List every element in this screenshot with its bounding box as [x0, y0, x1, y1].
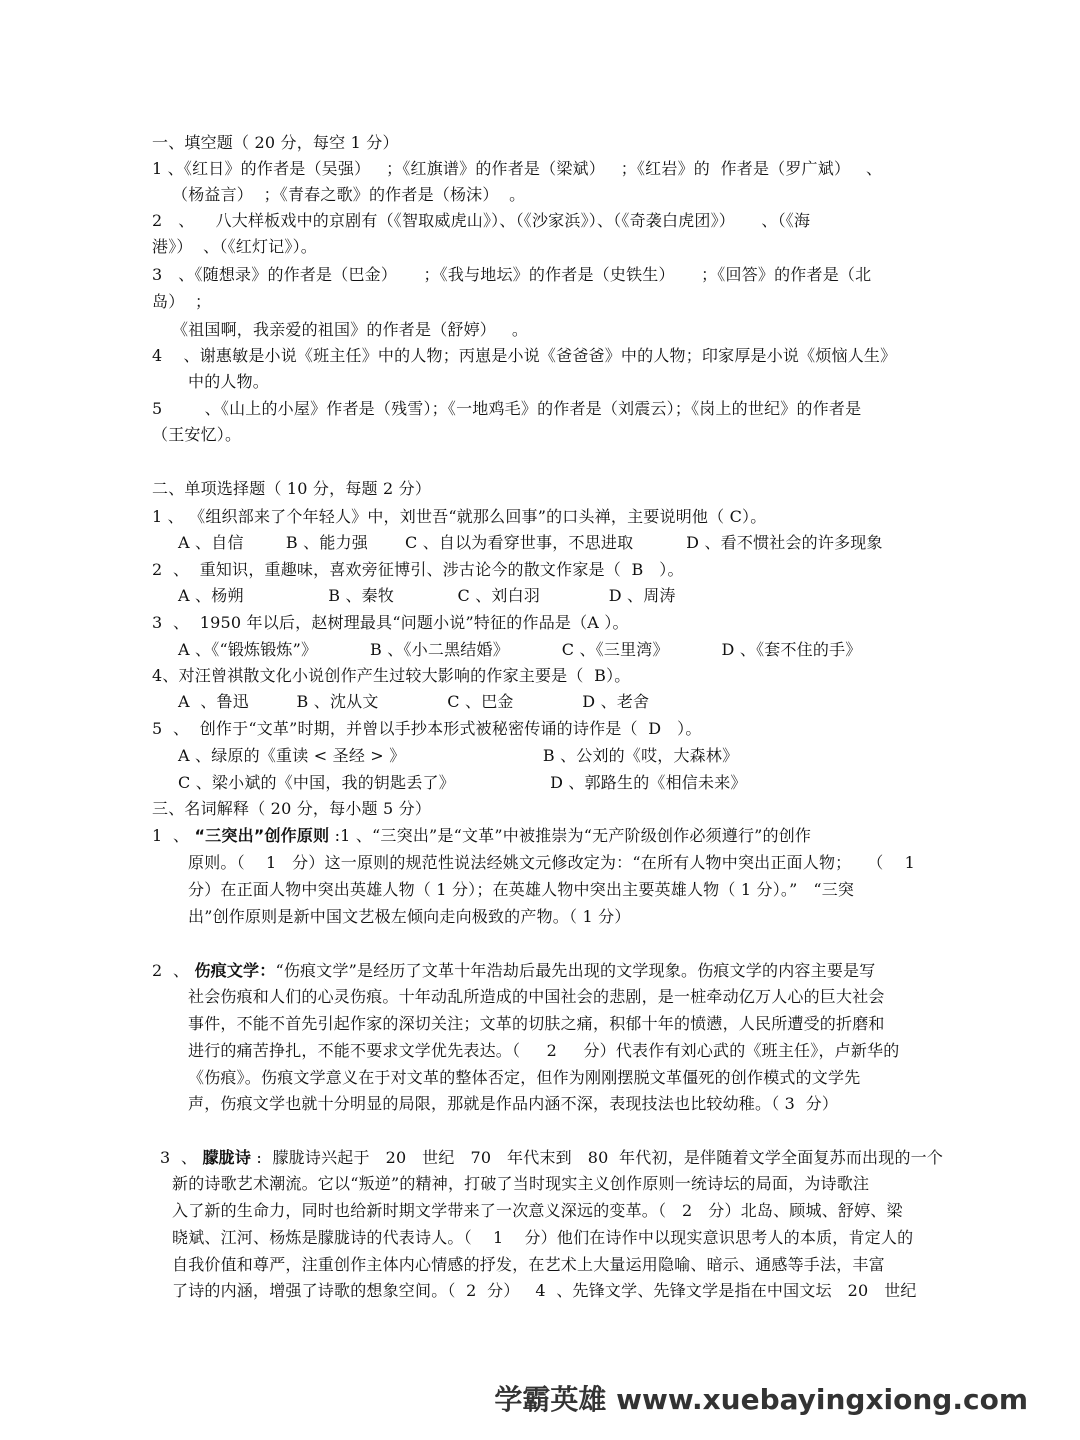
term-2-text-e: 《伤痕》。伤痕文学意义在于对文革的整体否定，但作为刚刚摆脱文革僵死的创作模式的文学先 — [188, 1068, 861, 1087]
s1-line-5: 3 、《随想录》的作者是（巴金） ；《我与地坛》的作者是（史铁生） ；《回答》的作者是（北 — [152, 265, 872, 284]
site-watermark: 学霸英雄 www.xuebayingxiong.com — [494, 1383, 1028, 1416]
term-3-text-b: 新的诗歌艺术潮流。它以“叛逆”的精神，打破了当时现实主义创作原则一统诗坛的局面，为诗歌注 — [172, 1174, 870, 1193]
s1-line-6: 岛） ； — [152, 292, 212, 311]
s2-question-2: 2 、 重知识，重趣味，喜欢旁征博引、涉古论今的散文作家是（ B ）。 — [152, 560, 684, 579]
s2-question-3: 3 、 1950 年以后，赵树理最具“问题小说”特征的作品是（A ）。 — [152, 613, 629, 632]
s1-line-9: 中的人物。 — [188, 372, 270, 391]
section-2-title: 二、单项选择题（ 10 分，每题 2 分） — [152, 479, 432, 498]
term-2-heading — [152, 961, 875, 981]
term-2-text-d: 进行的痛苦挣扎，不能不要求文学优先表达。（ 2 分）代表作有刘心武的《班主任》，卢新华的 — [188, 1041, 900, 1060]
term-1-heading — [152, 826, 811, 846]
term-3-heading — [160, 1148, 943, 1168]
term-3-text-a: : 朦胧诗兴起于 20 世纪 70 年代末到 80 年代初，是伴随着文学全面复苏而出现的一个 — [251, 1148, 944, 1167]
s1-line-2: （杨益言） ；《青春之歌》的作者是（杨沫） 。 — [172, 185, 526, 204]
term-3-text-c: 入了新的生命力，同时也给新时期文学带来了一次意义深远的变革。（ 2 分）北岛、顾城、舒婷、梁 — [172, 1201, 903, 1220]
s1-line-11: （王安忆）。 — [152, 425, 242, 444]
s2-question-5: 5 、 创作于“文革”时期，并曾以手抄本形式被秘密传诵的诗作是（ D ）。 — [152, 719, 702, 738]
term-1-text-b: 原则。（ 1 分）这一原则的规范性说法经姚文元修改定为：“在所有人物中突出正面人物； （ 1 — [188, 853, 915, 872]
s2-options-4: A 、鲁迅 B 、沈从文 C 、巴金 D 、老舍 — [178, 692, 650, 711]
s1-line-10: 5 、《山上的小屋》作者是（残雪）；《一地鸡毛》的作者是（刘震云）；《岗上的世纪》的作者是 — [152, 399, 862, 418]
s2-options-5b: C 、梁小斌的《中国，我的钥匙丢了》 D 、郭路生的《相信未来》 — [178, 773, 747, 792]
term-2-label: 伤痕文学： — [194, 961, 276, 980]
s1-line-7: 《祖国啊，我亲爱的祖国》的作者是（舒婷） 。 — [172, 320, 529, 339]
term-1-number: 1 、 — [152, 826, 190, 845]
s2-options-1: A 、自信 B 、能力强 C 、自以为看穿世事，不思进取 D 、看不惯社会的许多现象 — [178, 533, 883, 552]
s1-line-4: 港》） 、（《红灯记》）。 — [152, 237, 317, 256]
s2-question-1: 1 、 《组织部来了个年轻人》中，刘世吾“就那么回事”的口头禅，主要说明他（ C）。 — [152, 507, 767, 526]
term-2-text-a: “伤痕文学”是经历了文革十年浩劫后最先出现的文学现象。伤痕文学的内容主要是写 — [275, 961, 876, 980]
term-2-text-f: 声，伤痕文学也就十分明显的局限，那就是作品内涵不深，表现技法也比较幼稚。（ 3 分） — [188, 1094, 839, 1113]
term-3-text-f: 了诗的内涵，增强了诗歌的想象空间。（ 2 分） 4 、先锋文学、先锋文学是指在中国文坛 20 世纪 — [172, 1281, 917, 1300]
term-1-text-c: 分）在正面人物中突出英雄人物（ 1 分）；在英雄人物中突出主要英雄人物（ 1 分）。” “三突 — [188, 880, 855, 899]
s2-options-5a: A 、绿原的《重读 < 圣经 > 》 B 、公刘的《哎，大森林》 — [178, 746, 739, 765]
term-1-label: “三突出”创作原则 — [194, 826, 330, 845]
term-1-text-a: :1 、“三突出”是“文革”中被推崇为“无产阶级创作必须遵行”的创作 — [329, 826, 812, 845]
term-2-text-b: 社会伤痕和人们的心灵伤痕。十年动乱所造成的中国社会的悲剧，是一桩牵动亿万人心的巨大社会 — [188, 987, 885, 1006]
s1-line-3: 2 、 八大样板戏中的京剧有（《智取威虎山》）、（《沙家浜》）、（《奇袭白虎团》） 、（《海 — [152, 211, 811, 230]
term-3-number: 3 、 — [160, 1148, 198, 1167]
section-3-title: 三、名词解释（ 20 分，每小题 5 分） — [152, 799, 432, 818]
term-3-label: 朦胧诗 — [202, 1148, 252, 1167]
term-1-text-d: 出”创作原则是新中国文艺极左倾向走向极致的产物。（ 1 分） — [188, 907, 631, 926]
term-3-text-d: 晓斌、江河、杨炼是朦胧诗的代表诗人。（ 1 分）他们在诗作中以现实意识思考人的本质，肯定人的 — [172, 1228, 914, 1247]
term-3-text-e: 自我价值和尊严，注重创作主体内心情感的抒发，在艺术上大量运用隐喻、暗示、通感等手法，丰富 — [172, 1255, 885, 1274]
s2-options-2: A 、杨朔 B 、秦牧 C 、刘白羽 D 、周涛 — [178, 586, 676, 605]
s2-options-3: A 、《“锻炼锻炼”》 B 、《小二黑结婚》 C 、《三里湾》 D 、《套不住的手》 — [178, 640, 862, 659]
s1-line-1: 1 、《红日》的作者是（吴强） ；《红旗谱》的作者是（梁斌） ；《红岩》的 作者是（罗广斌） 、 — [152, 159, 883, 178]
s2-question-4: 4、对汪曾祺散文化小说创作产生过较大影响的作家主要是（ B）。 — [152, 666, 631, 685]
term-2-text-c: 事件，不能不首先引起作家的深切关注；文革的切肤之痛，积郁十年的愤懑，人民所遭受的折磨和 — [188, 1014, 885, 1033]
s1-line-8: 4 、谢惠敏是小说《班主任》中的人物；丙崽是小说《爸爸爸》中的人物；印家厚是小说《烦恼人生》 — [152, 346, 897, 365]
section-1-title: 一、填空题（ 20 分，每空 1 分） — [152, 133, 399, 152]
term-2-number: 2 、 — [152, 961, 190, 980]
